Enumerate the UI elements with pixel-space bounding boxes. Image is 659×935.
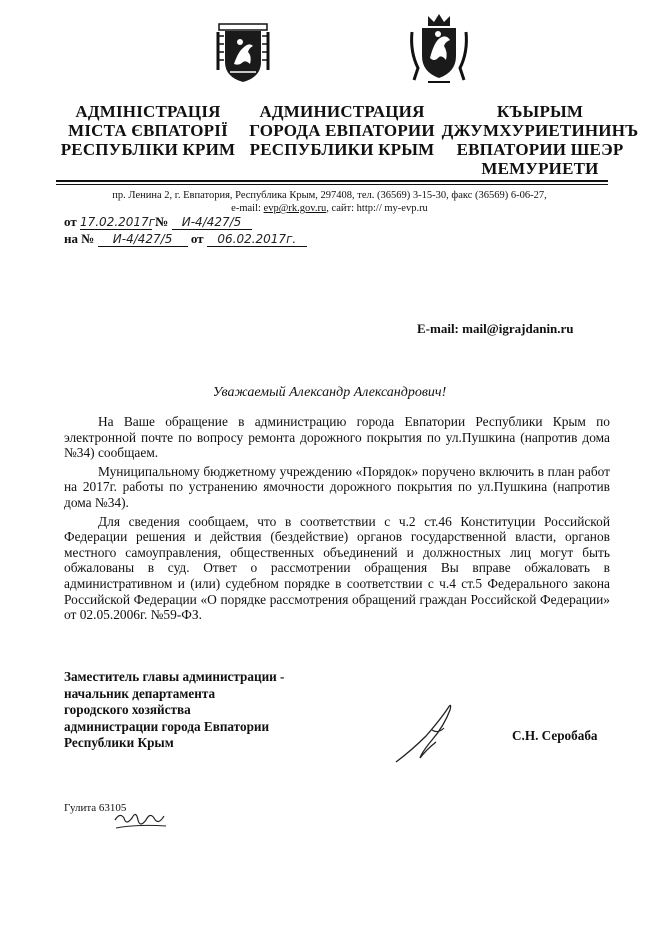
position-line: Республики Крым: [64, 735, 174, 750]
header-line: РЕСПУБЛІКИ КРИМ: [60, 140, 236, 159]
letter-body: [64, 414, 610, 626]
body-paragraph: На Ваше обращение в администрацию города Евпатории Республики Крым по электронной почте по вопросу ремонта дорожного покрытия по ул.Пушкина (напротив дома №34) сообщаем.: [64, 414, 610, 461]
header-line: МІСТА ЄВПАТОРІЇ: [68, 121, 228, 140]
executor-info: Гулита 63105: [64, 802, 127, 814]
reply-label: на №: [64, 231, 95, 246]
header-line: ДЖУМХУРИЕТИНИНЪ: [441, 121, 639, 140]
header-line: КЪЫРЫМ: [496, 102, 584, 121]
header-line: ЕВПАТОРИИ ШЕЭР: [456, 140, 624, 159]
incoming-date: 06.02.2017г.: [207, 232, 307, 247]
outgoing-date: 17.02.2017г.: [79, 215, 159, 229]
signatory-position: [64, 669, 284, 752]
crimea-coat-of-arms-icon: [408, 12, 470, 86]
position-line: Заместитель главы администрации -: [64, 669, 285, 684]
outgoing-number: И-4/427/5: [172, 215, 252, 230]
incoming-number: И-4/427/5: [98, 232, 188, 247]
recipient-email: E-mail: mail@igrajdanin.ru: [417, 321, 574, 336]
email-prefix: e-mail:: [231, 203, 264, 214]
position-line: городского хозяйства: [64, 702, 191, 717]
incoming-reference: [64, 231, 307, 247]
header-divider-thick: [56, 180, 608, 182]
header-line: АДМИНИСТРАЦИЯ: [259, 102, 425, 121]
handwritten-signature-icon: [392, 700, 468, 766]
header-line: МЕМУРИЕТИ: [481, 159, 599, 178]
body-paragraph: Муниципальному бюджетному учреждению «Порядок» поручено включить в план работ на 2017г. работы по устранению ямочности дорожного покрытия по ул.Пушкина (напротив дома №34).: [64, 463, 610, 510]
outgoing-reference: [64, 214, 252, 230]
header-divider-thin: [56, 184, 608, 185]
site-text: , сайт: http:// my-evp.ru: [326, 203, 428, 214]
address-line: [0, 189, 659, 202]
header-ukrainian: [58, 102, 238, 159]
reply-from-label: от: [190, 231, 204, 246]
header-line: РЕСПУБЛИКИ КРЫМ: [249, 140, 435, 159]
body-paragraph: Для сведения сообщаем, что в соответствии с ч.2 ст.46 Конституции Российской Федерации решения и действия (бездействие) органов государственной власти, органов местного самоуправления, общественных объединений и должностных лиц могут быть обжалованы в суд. Ответ о рассмотрении обращения Вы вправе обжаловать в административном и (или) судебном порядке в соответствии с ч.4 ст.5 Федерального закона Российской Федерации «О порядке рассмотрения обращений граждан Российской Федерации» от 02.05.2006г. №59-ФЗ.: [64, 513, 610, 623]
yevpatoria-coat-of-arms-icon: [216, 22, 270, 84]
position-line: начальник департамента: [64, 685, 216, 701]
header-line: АДМІНІСТРАЦІЯ: [75, 102, 221, 121]
address-text: пр. Ленина 2, г. Евпатория, Республика Крым, 297408, тел. (36569) 3-15-30, факс (36569) 6-06-27,: [112, 190, 547, 201]
email-link[interactable]: evp@rk.gov.ru: [263, 203, 327, 214]
header-crimean-tatar: [440, 102, 640, 178]
header-russian: [248, 102, 436, 159]
number-label: №: [155, 214, 169, 229]
position-line: администрации города Евпатории: [64, 718, 270, 734]
signatory-name: С.Н. Серобаба: [512, 728, 598, 743]
from-label: от: [64, 214, 77, 229]
executor-initials-icon: [112, 804, 168, 832]
greeting: Уважаемый Александр Александрович!: [212, 385, 447, 400]
header-line: ГОРОДА ЕВПАТОРИИ: [249, 121, 435, 140]
